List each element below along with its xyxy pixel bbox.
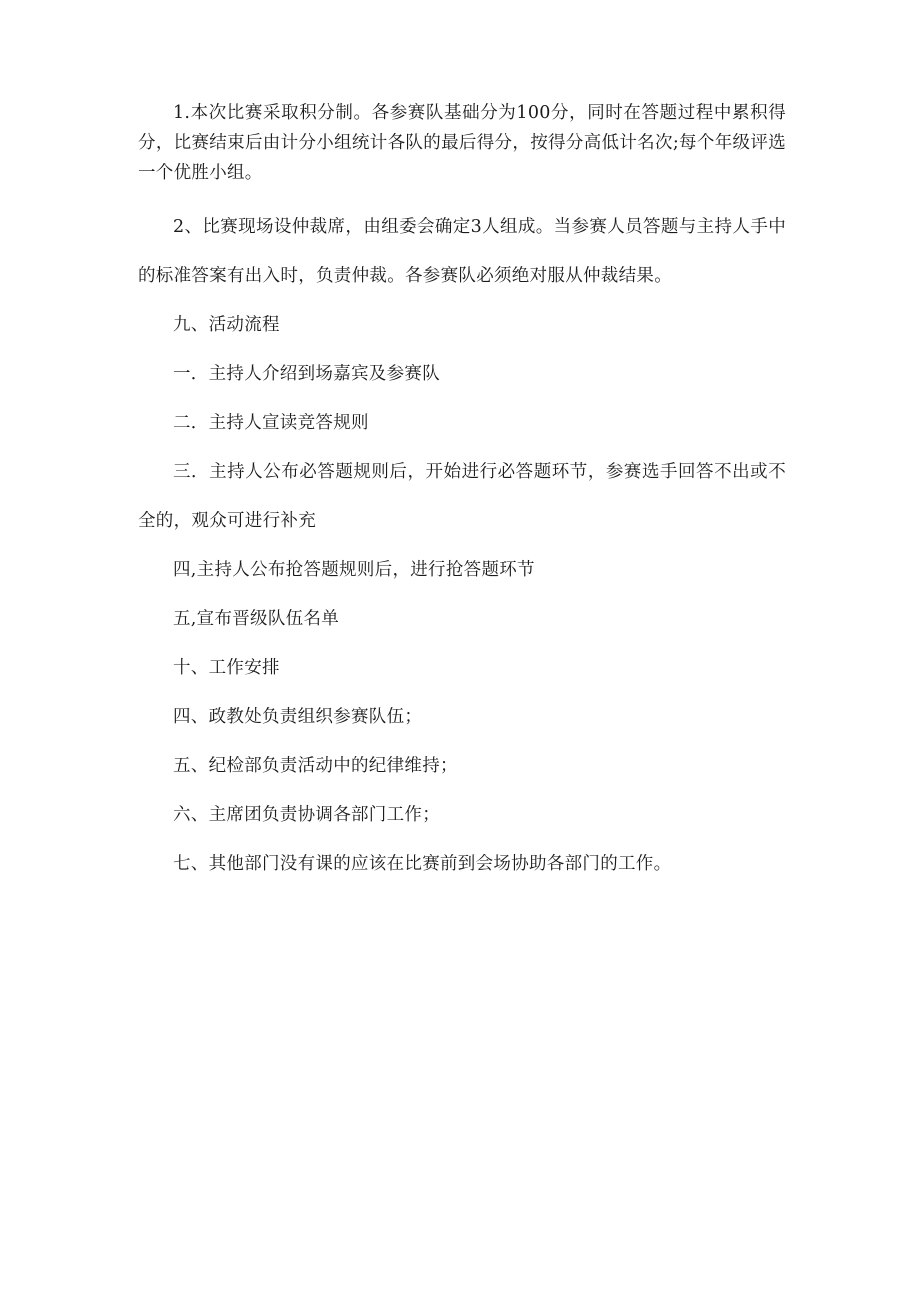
paragraph-arbitration: 2、比赛现场设仲裁席，由组委会确定3人组成。当参赛人员答题与主持人手中的标准答案有出入时，负责仲裁。各参赛队必须绝对服从仲裁结果。: [138, 217, 786, 286]
process-step-4: 四,主持人公布抢答题规则后，进行抢答题环节: [173, 560, 535, 580]
process-step-2: 二．主持人宣读竞答规则: [173, 413, 369, 433]
process-step-5: 五,宣布晋级队伍名单: [173, 609, 340, 629]
arrangement-item-6: 六、主席团负责协调各部门工作；: [173, 805, 440, 825]
arrangement-item-5: 五、纪检部负责活动中的纪律维持；: [173, 756, 458, 776]
arrangement-item-7: 七、其他部门没有课的应该在比赛前到会场协助各部门的工作。: [173, 854, 672, 874]
paragraph-scoring-rules: 1.本次比赛采取积分制。各参赛队基础分为100分，同时在答题过程中累积得分，比赛结束后由计分小组统计各队的最后得分，按得分高低计名次;每个年级评选一个优胜小组。: [138, 103, 786, 183]
heading-activity-process: 九、活动流程: [173, 315, 280, 335]
document-body: [138, 98, 786, 889]
process-step-3: 三．主持人公布必答题规则后，开始进行必答题环节，参赛选手回答不出或不全的，观众可进行补充: [138, 462, 786, 531]
heading-work-arrangement: 十、工作安排: [173, 658, 280, 678]
arrangement-item-4: 四、政教处负责组织参赛队伍；: [173, 707, 423, 727]
process-step-1: 一．主持人介绍到场嘉宾及参赛队: [173, 364, 440, 384]
